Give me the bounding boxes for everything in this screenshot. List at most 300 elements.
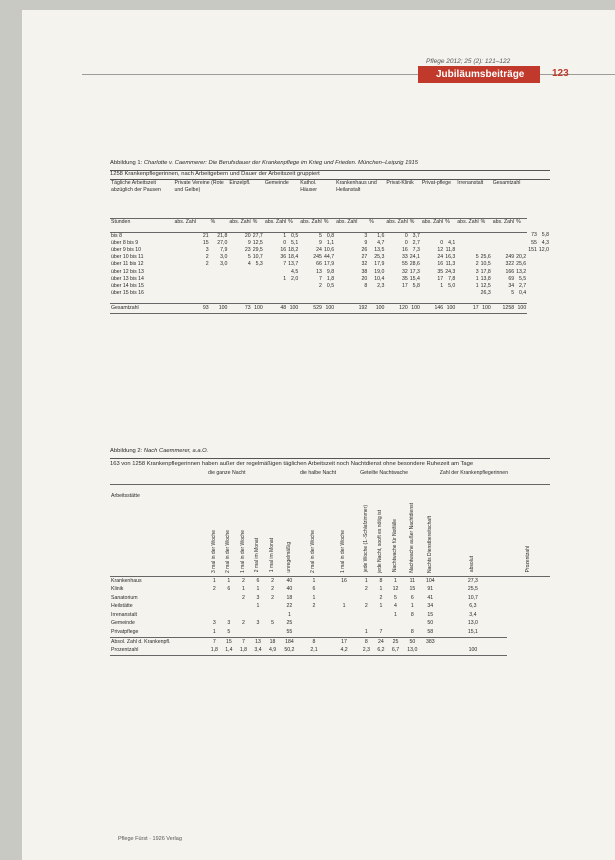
table-cell: 1 [475, 282, 479, 289]
row-label: über 13 bis 14 [111, 275, 144, 282]
table-cell: 15 [427, 611, 434, 618]
table-cell: 9 [247, 239, 251, 246]
table-cell [299, 628, 329, 637]
table-cell: 10,7 [467, 594, 478, 601]
table-cell: 249 [505, 254, 515, 261]
table-cell: 3,0 [220, 254, 228, 261]
table-cell: 3 [212, 620, 216, 627]
table-cell: 17,3 [409, 268, 420, 275]
table-cell: 15 [409, 586, 416, 593]
table-cell [207, 602, 222, 611]
table-cell: 1 [287, 611, 291, 618]
table-cell: 4 [247, 261, 251, 268]
table-cell: 5,8 [412, 282, 420, 289]
row-label: Heilstätte [111, 603, 133, 610]
unit-header: abs. Zahl [492, 218, 515, 232]
table-cell: 1,8 [236, 646, 251, 655]
table-cell [456, 232, 479, 240]
row-label: über 14 bis 15 [111, 282, 144, 289]
table-cell: 17 [456, 304, 479, 313]
table-cell: 21 [202, 232, 209, 239]
column-header: jede Nacht, sooft es nötig ist [374, 484, 389, 576]
table-cell: 26,3 [480, 290, 491, 297]
table-cell: 3 [364, 232, 368, 239]
row-label: über 11 bis 12 [111, 261, 144, 268]
unit-header: % [252, 218, 264, 232]
table-cell: 15 [222, 637, 237, 646]
table-cell: 50 [427, 620, 434, 627]
table-cell: 34 [427, 603, 434, 610]
table-cell: 7 [236, 637, 251, 646]
table-cell: 27,7 [252, 232, 263, 239]
table-cell [388, 619, 403, 628]
table-cell: 13,0 [403, 646, 422, 655]
table-cell: 35 [401, 275, 408, 282]
table-cell: 24 [316, 246, 322, 253]
table-cell: 50,2 [280, 646, 299, 655]
table-cell: 17,9 [374, 261, 385, 268]
table-cell: 1,6 [377, 232, 385, 239]
table-cell: 2 [205, 261, 209, 268]
table-cell: 6 [227, 586, 231, 593]
table-cell [480, 240, 492, 247]
table-cell: 0,5 [326, 282, 335, 289]
column-header: jede Woche (1.-Schlafzimmer) [359, 484, 374, 576]
column-header: Irrenanstalt [457, 180, 484, 186]
table-cell [422, 646, 439, 655]
table-row [110, 619, 550, 628]
table-row [110, 628, 550, 637]
table-cell: 1 [312, 594, 316, 601]
table-cell: 13 [251, 637, 266, 646]
table-cell [174, 269, 210, 276]
table-cell [210, 276, 229, 283]
column-header: Private Vereine (Rote und Gelbe) [174, 180, 224, 193]
table-cell: 5,8 [541, 232, 549, 238]
column-header: Prozentzahl [507, 484, 550, 576]
table-cell: 2,7 [412, 239, 420, 246]
table-cell: 7 [379, 629, 383, 636]
table-cell: 1 [364, 577, 368, 584]
table-cell [222, 594, 237, 603]
table-cell: 25 [286, 620, 293, 627]
table-cell: 40 [286, 577, 293, 584]
column-header: Privat-Klinik [386, 180, 414, 186]
table-cell: 7 [207, 637, 222, 646]
unit-header: % [368, 218, 385, 232]
unit-header: Stunden [110, 218, 174, 232]
row-label: Prozentzahl [110, 646, 207, 655]
total-row [110, 304, 550, 313]
table-cell: 100 [252, 304, 264, 313]
table-cell [264, 269, 287, 276]
table-row [110, 247, 550, 254]
table-cell [287, 283, 299, 290]
table-cell: 58 [427, 629, 434, 636]
column-header: Gemeinde [264, 180, 289, 186]
table-cell: 100 [368, 304, 385, 313]
table-cell: 192 [335, 304, 368, 313]
table-cell [265, 611, 280, 620]
table-row [110, 585, 550, 594]
table-cell: 1,1 [326, 239, 335, 246]
table-cell: 1,8 [207, 646, 222, 655]
column-header: Krankenhaus und Heilanstalt [336, 180, 377, 193]
table-cell: 1 [394, 577, 397, 584]
table-cell: 184 [280, 637, 299, 646]
table-cell: 1 [227, 577, 231, 584]
unit-header: % [323, 218, 335, 232]
table-cell: 2,0 [291, 275, 299, 282]
table-cell: 146 [421, 304, 444, 313]
table-cell [210, 290, 229, 304]
column-header: unregelmäßig [280, 484, 299, 576]
table-cell: 2 [271, 594, 274, 601]
table-cell: 383 [422, 637, 439, 646]
table-cell: 3,7 [412, 232, 420, 239]
table-cell: 2 [379, 594, 383, 601]
table-cell: 2 [364, 586, 368, 593]
table-cell [228, 269, 251, 276]
table-cell: 12,0 [538, 246, 549, 253]
table-cell: 10,6 [324, 246, 335, 253]
table-cell: 1 [475, 275, 479, 282]
table-cell: 16 [401, 246, 408, 253]
table-cell: 24 [374, 637, 389, 646]
table-row [110, 283, 550, 290]
table-cell: 3,4 [251, 646, 266, 655]
column-header: 1 mal in der Woche [236, 484, 251, 576]
table-cell: 100 [444, 304, 456, 313]
table-cell [329, 628, 359, 637]
table-cell: 17 [437, 275, 444, 282]
table-cell [444, 290, 456, 304]
table-cell: 4,1 [448, 239, 456, 246]
table-cell: 6 [256, 577, 260, 584]
table-cell: 93 [174, 304, 210, 313]
table-cell: 6,7 [388, 646, 403, 655]
table-cell [359, 619, 374, 628]
unit-header: abs. Zahl [299, 218, 323, 232]
table-cell [174, 283, 210, 290]
table-cell: 2 [271, 577, 274, 584]
journal-reference: Pflege 2012; 25 (2): 121–122 [426, 58, 511, 65]
table-cell [252, 269, 264, 276]
document-page [22, 10, 615, 860]
table-cell [421, 232, 444, 240]
row-label: Gesamtzahl [110, 304, 174, 313]
table-cell [515, 232, 527, 240]
table-cell [228, 283, 251, 290]
table-cell: 100 [409, 304, 421, 313]
table-cell [329, 619, 359, 628]
table-cell: 0 [404, 232, 408, 239]
unit-header: % [515, 218, 527, 232]
table-cell: 5,1 [291, 239, 299, 246]
table-cell: 17 [329, 637, 359, 646]
unit-header: % [210, 218, 229, 232]
table-cell: 7 [318, 275, 322, 282]
table-cell: 3 [205, 246, 209, 253]
table-cell: 1 [283, 232, 287, 239]
table-cell [515, 240, 527, 247]
unit-header: % [409, 218, 421, 232]
table-cell: 10,4 [374, 275, 385, 282]
table-cell: 0 [404, 239, 408, 246]
table-cell: 11,8 [445, 246, 456, 253]
table-cell [329, 594, 359, 603]
table-cell [265, 628, 280, 637]
table-cell [236, 611, 251, 620]
table-cell: 41 [427, 594, 434, 601]
table-cell: 16 [341, 577, 347, 584]
table-cell: 13,8 [480, 275, 491, 282]
table-cell: 13,7 [288, 261, 299, 268]
section-tag: Jubiläumsbeiträge [418, 66, 540, 83]
table-cell: 8 [359, 637, 374, 646]
group-header: Geteilte Nachtwache [359, 470, 439, 484]
table-cell: 10,7 [252, 254, 263, 261]
figure-2-intro: 163 von 1258 Krankenpflegerinnen haben außer der regelmäßigen täglichen Arbeitszeit noch Nachtdienst ohne besondere Ruhezeit am Tage [110, 458, 550, 468]
table-cell: 13 [316, 268, 322, 275]
table-cell: 28,6 [409, 261, 420, 268]
table-cell: 3 [256, 620, 260, 627]
table-cell [439, 637, 507, 646]
table-cell: 1 [410, 603, 414, 610]
table-cell [228, 276, 251, 283]
table-cell [207, 594, 222, 603]
table-cell: 6,3 [469, 603, 477, 610]
unit-header: % [480, 218, 492, 232]
table-row [110, 269, 550, 276]
table-cell [329, 611, 359, 620]
table-cell: 33 [401, 254, 408, 261]
table-cell: 1 [256, 586, 260, 593]
table-cell: 38 [361, 268, 368, 275]
table-cell [403, 619, 422, 628]
table-cell: 10,5 [480, 261, 491, 268]
percent-row [110, 646, 550, 655]
table-cell [359, 594, 374, 603]
table-cell: 18,2 [288, 246, 299, 253]
corner-cell [110, 470, 207, 484]
table-cell: 12,5 [252, 239, 263, 246]
figure-2 [110, 448, 550, 656]
table-cell: 25 [388, 637, 403, 646]
table-cell: 166 [505, 268, 515, 275]
column-header: 1 mal in der Woche [329, 484, 359, 576]
table-cell [174, 290, 210, 304]
table-cell: 73 [228, 304, 251, 313]
table-row [110, 611, 550, 620]
column-header: Nachtwache außer Nachtdienst [403, 484, 422, 576]
table-cell: 1 [440, 282, 444, 289]
table-cell: 1,4 [222, 646, 237, 655]
table-cell: 2 [241, 594, 245, 601]
table-cell: 55 [286, 629, 293, 636]
table-cell: 1 [283, 275, 287, 282]
table-cell: 2 [205, 254, 209, 261]
table-cell [480, 247, 492, 254]
table-cell: 25,5 [467, 586, 478, 593]
table-cell: 17,8 [480, 268, 491, 275]
table-cell: 2,7 [518, 282, 527, 289]
table-cell: 27,3 [467, 577, 478, 584]
table-cell [480, 232, 492, 240]
table-cell: 11,3 [445, 261, 456, 268]
row-label: Krankenhaus [111, 577, 142, 584]
table-cell [385, 290, 408, 304]
table-cell [323, 290, 335, 304]
table-cell: 1 [379, 586, 383, 593]
table-cell: 7,8 [448, 275, 456, 282]
table-cell: 50 [403, 637, 422, 646]
table-cell: 3 [475, 268, 479, 275]
table-cell: 29,5 [252, 246, 263, 253]
table-cell: 91 [427, 586, 434, 593]
table-cell: 1 [364, 629, 368, 636]
table-row [110, 261, 550, 268]
unit-header: abs. Zahl [174, 218, 210, 232]
table-row [110, 240, 550, 247]
table-cell: 151 [528, 246, 537, 253]
row-header: Tägliche Arbeitszeit abzüglich der Pausen [111, 180, 161, 193]
table-cell [207, 611, 222, 620]
table-cell: 44,7 [324, 254, 335, 261]
table-cell: 0,4 [518, 290, 527, 297]
table-cell [421, 290, 444, 304]
table-cell [409, 290, 421, 304]
table-cell [264, 283, 287, 290]
table-cell: 4,5 [291, 268, 299, 275]
table-cell [236, 602, 251, 611]
table-cell [329, 585, 359, 594]
column-header: 2 mal in der Woche [222, 484, 237, 576]
table-cell: 100 [515, 304, 527, 313]
table-cell: 27 [361, 254, 368, 261]
table-cell: 4,2 [329, 646, 359, 655]
table-cell: 2 [312, 603, 316, 610]
table-cell: 8 [364, 282, 368, 289]
table-row [110, 254, 550, 261]
table-cell: 32 [401, 268, 408, 275]
table-cell: 8 [410, 611, 414, 618]
table-cell: 25,6 [480, 254, 491, 261]
table-cell [287, 290, 299, 304]
table-cell: 3 [227, 620, 231, 627]
table-cell: 5,5 [518, 275, 527, 282]
column-header: Nachts Dienstbereitschaft [422, 484, 439, 576]
table-cell: 9,8 [326, 268, 335, 275]
row-label: über 8 bis 9 [111, 239, 139, 246]
table-cell: 5 [475, 254, 479, 261]
table-cell: 2 [475, 261, 479, 268]
table-cell: 17 [401, 282, 408, 289]
group-header: die halbe Nacht [299, 470, 359, 484]
column-header: Nachtwache für Notfälle [388, 484, 403, 576]
table-cell: 9 [364, 239, 368, 246]
table-cell [359, 611, 374, 620]
page-number: 123 [552, 68, 569, 79]
row-label: Gemeinde [111, 620, 135, 627]
table-cell [492, 247, 515, 254]
table-cell: 1 [241, 586, 245, 593]
table-cell: 2 [241, 577, 245, 584]
table-cell [299, 619, 329, 628]
table-cell [264, 290, 287, 304]
table-cell [252, 283, 264, 290]
table-cell: 8 [299, 637, 329, 646]
table-cell [515, 247, 527, 254]
column-header: Gesamtzahl [492, 180, 521, 186]
table-cell: 13,2 [516, 268, 527, 275]
table-cell [444, 232, 456, 240]
row-label: bis 8 [111, 232, 122, 239]
table-cell: 7,3 [412, 246, 420, 253]
table-cell [456, 247, 479, 254]
table-cell: 12 [437, 246, 444, 253]
table-cell: 16 [437, 261, 444, 268]
table-cell: 0 [440, 239, 444, 246]
row-header: Arbeitsstätte [110, 484, 207, 576]
table-cell: 6 [410, 594, 414, 601]
table-cell: 5,3 [255, 261, 263, 268]
table-cell: 26 [361, 246, 368, 253]
column-header: Privat-pflege [421, 180, 451, 186]
row-label: über 12 bis 13 [111, 268, 144, 275]
table-arbeitszeit [110, 180, 550, 314]
figure-1-caption: Abbildung 1: Charlotte v. Caemmerer: Die Berufsdauer der Krankenpflege im Krieg und Frieden. München–Leipzig 1915 [110, 160, 418, 166]
table-cell: 69 [508, 275, 515, 282]
column-header: Einzelpfl. [229, 180, 251, 186]
row-label: über 15 bis 16 [111, 290, 144, 297]
table-cell: 0,5 [291, 232, 299, 239]
table-row [110, 594, 550, 603]
table-cell: 20 [244, 232, 251, 239]
column-header: 1 mal im Monat [265, 484, 280, 576]
column-header: 2 mal im Monat [251, 484, 266, 576]
sum-row [110, 637, 550, 646]
table-cell: 1 [212, 577, 216, 584]
row-label: über 10 bis 11 [111, 254, 144, 261]
table-cell: 1 [312, 577, 316, 584]
table-cell: 4,7 [377, 239, 385, 246]
table-cell: 24,1 [409, 254, 420, 261]
row-label: Klinik [111, 586, 124, 593]
table-cell: 322 [505, 261, 515, 268]
table-cell [222, 611, 237, 620]
unit-header: abs. Zahl [228, 218, 251, 232]
figure-1 [110, 160, 550, 314]
table-cell [251, 628, 266, 637]
table-cell [210, 269, 229, 276]
row-label: über 9 bis 10 [111, 246, 141, 253]
table-cell: 73 [531, 232, 537, 238]
table-cell: 16 [280, 246, 287, 253]
table-nachtdienst [110, 470, 550, 656]
group-header: Zahl der Krankenpflegerinnen [439, 470, 550, 484]
group-header: die ganze Nacht [207, 470, 299, 484]
figure-1-subtitle: 1258 Krankenpflegerinnen, nach Arbeitgebern und Dauer der Arbeitszeit gruppiert [110, 170, 550, 180]
table-cell: 2 [364, 603, 368, 610]
table-cell: 15,4 [409, 275, 420, 282]
table-cell: 2 [271, 586, 274, 593]
table-cell: 5 [511, 290, 515, 297]
table-cell: 1 [379, 603, 383, 610]
table-cell: 6,2 [374, 646, 389, 655]
row-label: Absol. Zahl d. Krankenpfl. [110, 637, 207, 646]
table-cell: 7 [283, 261, 287, 268]
